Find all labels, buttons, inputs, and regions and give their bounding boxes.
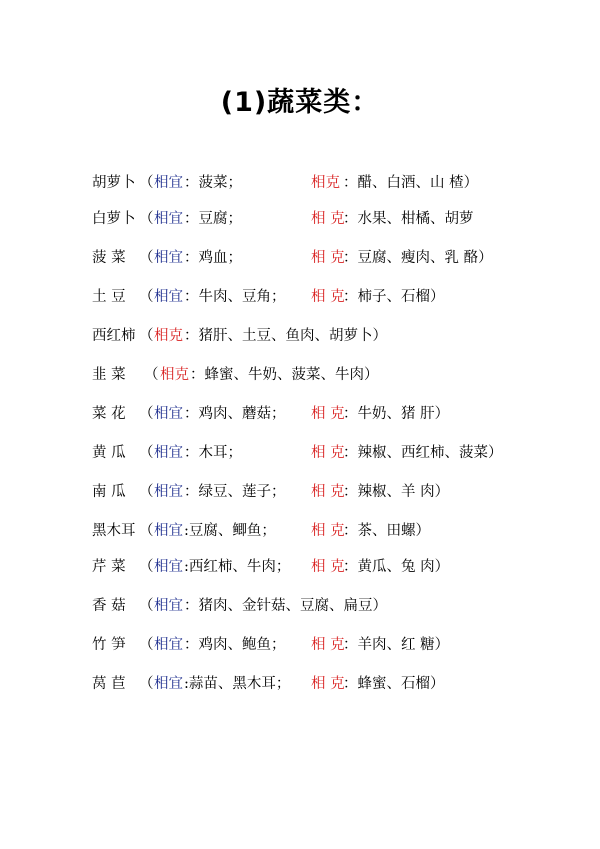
incompatible-foods: ：蜂蜜、石榴）: [343, 676, 445, 692]
compatible-label: 相宜: [154, 445, 183, 461]
vegetable-name: 南 瓜: [92, 484, 126, 500]
incompatible-label: 相 克: [311, 523, 345, 539]
incompatible-label: 相 克: [311, 637, 345, 653]
open-paren: （: [139, 676, 154, 692]
open-paren: （: [139, 175, 154, 191]
incompatible-foods: ：牛奶、猪 肝）: [343, 406, 450, 422]
compatible-foods: :西红柿、牛肉；: [184, 559, 291, 575]
incompatible-label: 相 克: [311, 676, 345, 692]
compatible-foods: ：鸡肉、蘑菇；: [184, 406, 286, 422]
vegetable-name: 韭 菜: [92, 367, 131, 383]
open-paren: （: [139, 484, 154, 500]
open-paren: （: [139, 559, 154, 575]
vegetable-name: 香 菇: [92, 598, 126, 614]
incompatible-foods: ：豆腐、瘦肉、乳 酪）: [343, 250, 493, 266]
vegetable-name: 土 豆: [92, 289, 126, 305]
compatible-foods: :蒜苗、黑木耳；: [184, 676, 291, 692]
vegetable-name: 胡萝卜: [92, 175, 136, 191]
compatible-label: 相宜: [154, 637, 183, 653]
compatible-foods: ：绿豆、莲子；: [184, 484, 286, 500]
compatible-label: 相宜: [154, 523, 183, 539]
incompatible-label: 相 克: [311, 445, 345, 461]
vegetable-name: 莴 苣: [92, 676, 126, 692]
open-paren: （: [139, 598, 154, 614]
incompatible-label: 相 克: [311, 484, 345, 500]
compatible-foods: ：鸡血；: [184, 250, 242, 266]
open-paren: （: [139, 328, 154, 344]
vegetable-name: 白萝卜: [92, 211, 136, 227]
incompatible-label: 相克: [311, 175, 340, 191]
compatible-label: 相宜: [154, 175, 183, 191]
incompatible-foods: ：羊肉、红 糖）: [343, 637, 450, 653]
compatible-foods: ：牛肉、豆角；: [184, 289, 286, 305]
compatible-label: 相宜: [154, 406, 183, 422]
incompatible-foods: ：辣椒、西红柿、菠菜）: [343, 445, 503, 461]
incompatible-foods: ：辣椒、羊 肉）: [343, 484, 450, 500]
open-paren: （: [139, 445, 154, 461]
compatible-label: 相宜: [154, 559, 183, 575]
incompatible-foods: ：柿子、石榴）: [343, 289, 445, 305]
compatible-foods: ：菠菜；: [184, 175, 242, 191]
incompatible-foods: ：蜂蜜、牛奶、菠菜、牛肉）: [190, 367, 379, 383]
incompatible-label: 相 克: [311, 211, 345, 227]
compatible-label: 相宜: [154, 598, 183, 614]
compatible-label: 相宜: [154, 211, 183, 227]
open-paren: （: [139, 289, 154, 305]
vegetable-name: 黄 瓜: [92, 445, 126, 461]
open-paren: （: [139, 523, 154, 539]
compatible-label: 相宜: [154, 676, 183, 692]
open-paren: （: [139, 637, 154, 653]
vegetable-name: 菜 花: [92, 406, 126, 422]
incompatible-label: 相 克: [311, 559, 345, 575]
compatible-foods: ：木耳；: [184, 445, 242, 461]
page-title: (1)蔬菜类：: [220, 87, 380, 118]
vegetable-name: 西红柿: [92, 328, 136, 344]
open-paren: （: [144, 367, 159, 383]
compatible-foods: :豆腐、鲫鱼；: [184, 523, 276, 539]
incompatible-label: 相 克: [311, 406, 345, 422]
vegetable-name: 黑木耳: [92, 523, 136, 539]
compatible-label: 相宜: [154, 250, 183, 266]
compatible-foods: ：豆腐；: [184, 211, 242, 227]
incompatible-label: 相 克: [311, 250, 345, 266]
incompatible-foods: ：醋、白酒、山 楂）: [343, 175, 479, 191]
incompatible-foods: ：水果、柑橘、胡萝: [343, 211, 474, 227]
vegetable-name: 竹 笋: [92, 637, 126, 653]
incompatible-label: 相克: [160, 367, 189, 383]
incompatible-foods: ：茶、田螺）: [343, 523, 430, 539]
vegetable-name: 菠 菜: [92, 250, 126, 266]
vegetable-name: 芹 菜: [92, 559, 126, 575]
compatible-label: 相宜: [154, 484, 183, 500]
open-paren: （: [139, 406, 154, 422]
compatible-foods: ：鸡肉、鲍鱼；: [184, 637, 286, 653]
incompatible-foods: ：猪肝、土豆、鱼肉、胡萝卜）: [184, 328, 387, 344]
incompatible-label: 相 克: [311, 289, 345, 305]
compatible-foods: ：猪肉、金针菇、豆腐、扁豆）: [184, 598, 387, 614]
incompatible-foods: ：黄瓜、兔 肉）: [343, 559, 450, 575]
compatible-label: 相宜: [154, 289, 183, 305]
open-paren: （: [139, 211, 154, 227]
open-paren: （: [139, 250, 154, 266]
incompatible-label: 相克: [154, 328, 183, 344]
